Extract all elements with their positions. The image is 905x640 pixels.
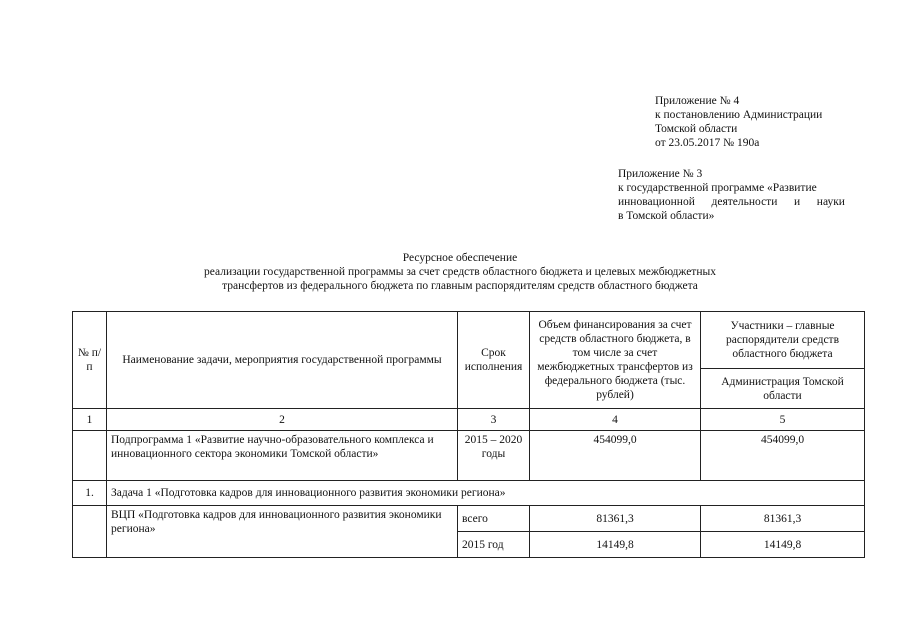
vcp-amount: 81361,3 (530, 506, 701, 532)
task-num: 1. (73, 481, 107, 506)
appendix-3-word: инновационной (618, 196, 695, 208)
appendix-4-block (655, 94, 855, 150)
header-participant-admin: Администрация Томской области (701, 369, 865, 409)
subprogram-num (73, 431, 107, 481)
column-number: 2 (107, 409, 458, 431)
vcp-name: ВЦП «Подготовка кадров для инновационного развития экономики региона» (107, 506, 458, 558)
task-name: Задача 1 «Подготовка кадров для инновационного развития экономики региона» (107, 481, 865, 506)
header-num: № п/п (73, 312, 107, 409)
subprogram-name: Подпрограмма 1 «Развитие научно-образовательного комплекса и инновационного сектора экономики Томской области» (107, 431, 458, 481)
column-number: 3 (458, 409, 530, 431)
column-number: 5 (701, 409, 865, 431)
appendix-4-line-3: Томской области (655, 123, 738, 135)
appendix-4-line-1: Приложение № 4 (655, 95, 740, 107)
table-row (73, 506, 865, 532)
appendix-4-line-4: от 23.05.2017 № 190а (655, 137, 760, 149)
header-name: Наименование задачи, мероприятия государственной программы (107, 312, 458, 409)
vcp-admin: 14149,8 (701, 532, 865, 558)
vcp-term: 2015 год (458, 532, 530, 558)
table-row (73, 481, 865, 506)
appendix-3-line-1: Приложение № 3 (618, 168, 703, 180)
title-line-2: реализации государственной программы за счет средств областного бюджета и целевых межбюджетных (204, 266, 716, 278)
title-line-1: Ресурсное обеспечение (402, 252, 518, 264)
vcp-admin: 81361,3 (701, 506, 865, 532)
document-title (100, 251, 820, 293)
table-row (73, 431, 865, 481)
column-number-row (73, 409, 865, 431)
appendix-3-block (618, 167, 845, 223)
vcp-amount: 14149,8 (530, 532, 701, 558)
subprogram-amount: 454099,0 (530, 431, 701, 481)
header-participants: Участники – главные распорядители средств областного бюджета (701, 312, 865, 369)
appendix-3-word: деятельности (711, 196, 778, 208)
column-number: 1 (73, 409, 107, 431)
appendix-3-line-4: в Томской области» (618, 210, 715, 222)
appendix-3-word: науки (816, 196, 845, 208)
subprogram-term: 2015 – 2020 годы (458, 431, 530, 481)
appendix-3-line-3 (618, 195, 845, 209)
appendix-3-line-2: к государственной программе «Развитие (618, 182, 817, 194)
resource-table (72, 311, 865, 558)
appendix-3-word: и (794, 196, 801, 208)
vcp-term: всего (458, 506, 530, 532)
vcp-num (73, 506, 107, 558)
header-term: Срок исполнения (458, 312, 530, 409)
title-line-3: трансфертов из федерального бюджета по главным распорядителям средств областного бюджета (222, 280, 698, 292)
appendix-4-line-2: к постановлению Администрации (655, 109, 823, 121)
header-amount: Объем финансирования за счет средств областного бюджета, в том числе за счет межбюджетных трансфертов из федерального бюджета (тыс. рублей) (530, 312, 701, 409)
column-number: 4 (530, 409, 701, 431)
subprogram-admin: 454099,0 (701, 431, 865, 481)
table-header-row (73, 312, 865, 369)
